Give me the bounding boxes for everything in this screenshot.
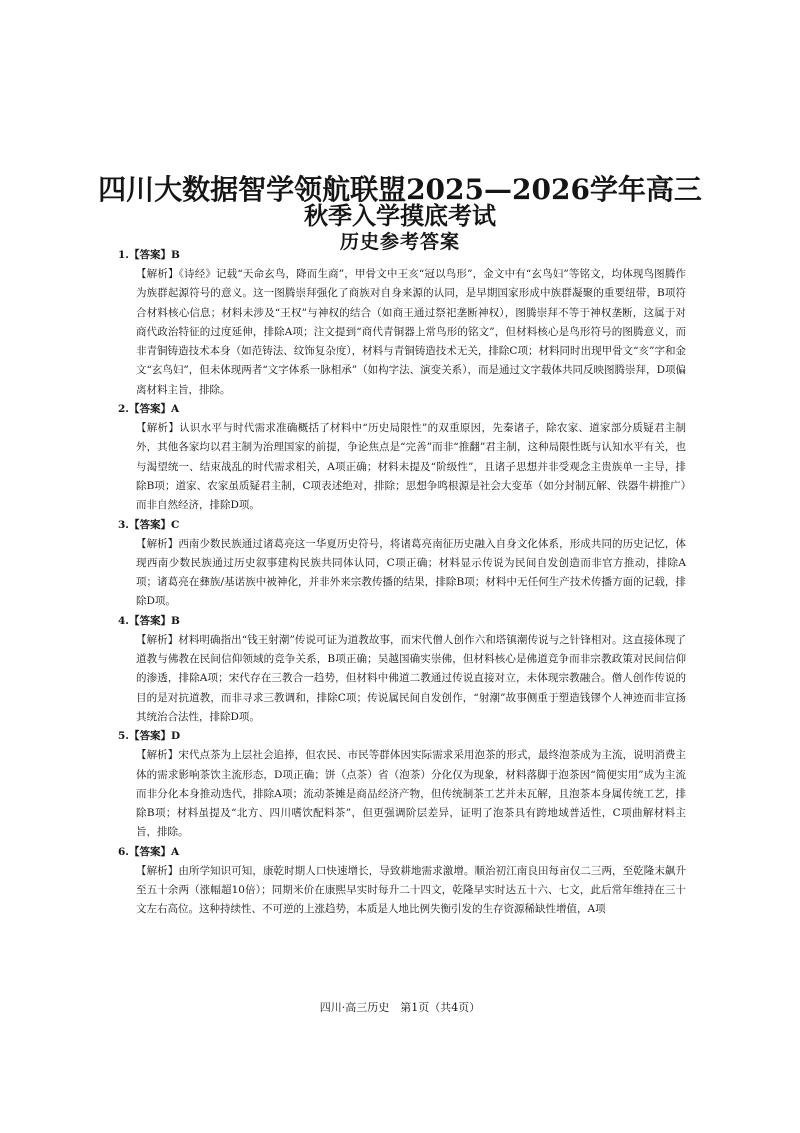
question-5-answer: 5.【答案】D bbox=[118, 730, 181, 743]
question-3-analysis: 【解析】西南少数民族通过诸葛亮这一华夏历史符号，将诸葛亮南征历史融入自身文化体系，形成共同的历史记忆，体现西南少数民族通过历史叙事建构民族共同体认同，C项正确；材料显示传说为民间自发创造而非官方推动，排除A项；诸葛亮在彝族/基诺族中被神化，并非外来宗教传播的结果，排除B项；材料中无任何生产技术传播方面的记载，排除D项。 bbox=[136, 537, 686, 608]
question-4-analysis: 【解析】材料明确指出“钱王射潮”传说可证为道教故事，而宋代僧人创作六和塔镇潮传说与之针锋相对。这直接体现了道教与佛教在民间信仰领域的竞争关系，B项正确；吴越国确实崇佛，但材料核心是佛道竞争而非宗教政策对民间信仰的渗透，排除A项；宋代存在三教合一趋势，但材料中佛道二教通过传说直接对立，未体现宗教融合。僧人创作传说的目的是对抗道教，而非寻求三教调和，排除C项；传说属民间自发创作，“射潮”故事侧重于塑造钱镠个人神迹而非宣扬其统治合法性，排除D项。 bbox=[136, 633, 686, 723]
question-1-analysis: 【解析】《诗经》记载“天命玄鸟，降而生商”，甲骨文中王亥“冠以鸟形”，金文中有“玄鸟妇”等铭文，均体现鸟图腾作为族群起源符号的意义。这一图腾崇拜强化了商族对自身来源的认同，是早期国家形成中族群凝聚的重要纽带，B项符合材料核心信息；材料未涉及“王权”与神权的结合（如商王通过祭祀垄断神权），图腾崇拜不等于神权垄断，这属于对商代政治特征的过度延伸，排除A项；注文提到“商代青铜器上常鸟形的铭文”，但材料核心是鸟形符号的图腾意义，而非青铜铸造技术本身（如范铸法、纹饰复杂度），材料与青铜铸造技术无关，排除C项；材料同时出现甲骨文“亥”字和金文“玄鸟妇”，但未体现两者“文字体系一脉相承”（如构字法、演变关系），而是通过文字载体共同反映图腾崇拜，D项偏离材料主旨，排除。 bbox=[136, 268, 686, 396]
exam-title-line1: 四川大数据智学领航联盟2025—2026学年高三 bbox=[98, 173, 702, 206]
question-2-analysis: 【解析】认识水平与时代需求准确概括了材料中“历史局限性”的双重原因，先秦诸子，除农家、道家部分质疑君主制外，其他各家均以君主制为治理国家的前提，争论焦点是“完善”而非“推翻”君主制，这种局限性既与认知水平有关，也与渴望统一、结束战乱的时代需求相关，A项正确；材料未提及“阶级性”，且诸子思想并非受观念主贵族单一主导，排除B项；道家、农家虽质疑君主制，C项表述绝对，排除；思想争鸣根源是社会大变革（如分封制瓦解、铁器牛耕推广）而非自然经济，排除D项。 bbox=[136, 422, 686, 512]
question-6-analysis: 【解析】由所学知识可知，康乾时期人口快速增长，导致耕地需求激增。顺治初江南良田每亩仅二三两，至乾隆末飙升至五十余两（涨幅超10倍）；同期米价在康熙早实时每升二十四文，乾隆早实时达五十六、七文，此后常年维持在三十文左右高位。这种持续性、不可逆的上涨趋势，本质是人地比例失衡引发的生存资源稀缺性增值，A项 bbox=[136, 864, 686, 916]
question-6-answer: 6.【答案】A bbox=[118, 845, 180, 858]
question-5-analysis: 【解析】宋代点茶为上层社会追捧，但农民、市民等群体因实际需求采用泡茶的形式，最终泡茶成为主流，说明消费主体的需求影响茶饮主流形态，D项正确；饼（点茶）省（泡茶）分化仅为现象，材料落脚于泡茶因“简便实用”成为主流而非分化本身推动迭代，排除A项；流动茶摊是商品经济产物，但传统制茶工艺并未瓦解，且泡茶本身属传统工艺，排除B项；材料虽提及“北方、四川嗜饮配料茶”，但更强调阶层差异，证明了泡茶具有跨地域普适性，C项曲解材料主旨，排除。 bbox=[136, 749, 686, 839]
answer-list bbox=[118, 246, 686, 920]
question-1-answer: 1.【答案】B bbox=[118, 249, 180, 261]
question-3-answer: 3.【答案】C bbox=[118, 518, 180, 531]
question-2-answer: 2.【答案】A bbox=[118, 403, 180, 416]
answer-key-subtitle: 历史参考答案 bbox=[339, 231, 460, 253]
question-4-answer: 4.【答案】B bbox=[118, 614, 180, 627]
exam-title-line2: 秋季入学摸底考试 bbox=[304, 201, 496, 230]
page-footer: 四川·高三历史 第1页（共4页） bbox=[319, 1001, 481, 1014]
